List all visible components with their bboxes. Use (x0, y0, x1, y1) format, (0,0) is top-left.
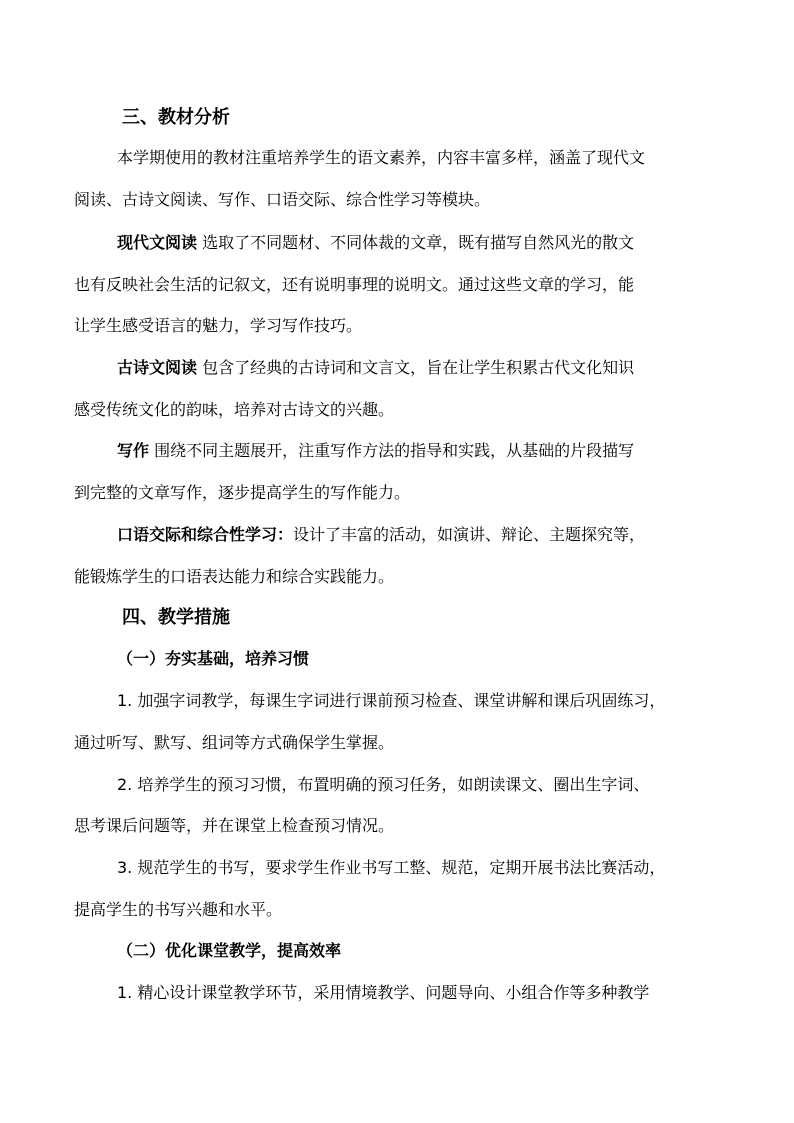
intro-line-2: 阅读、古诗文阅读、写作、口语交际、综合性学习等模块。 (74, 190, 491, 209)
subsection-1-heading: （一）夯实基础，培养习惯 (117, 649, 310, 668)
modern-reading-line-2: 也有反映社会生活的记叙文，还有说明事理的说明文。通过这些文章的学习，能 (74, 275, 635, 294)
modern-reading-line-3: 让学生感受语言的魅力，学习写作技巧。 (74, 316, 363, 335)
modern-reading-label: 现代文阅读 (117, 233, 198, 252)
oral-line-1 (117, 524, 645, 546)
sub1-item2-line-2: 思考课后问题等，并在课堂上检查预习情况。 (74, 816, 395, 835)
sub2-item1-line-1: 1. 精心设计课堂教学环节，采用情境教学、问题导向、小组合作等多种教学 (117, 983, 650, 1002)
intro-line-1: 本学期使用的教材注重培养学生的语文素养，内容丰富多样，涵盖了现代文 (117, 148, 646, 167)
writing-label: 写作 (117, 441, 150, 460)
classical-reading-text-1: 包含了经典的古诗词和文言文，旨在让学生积累古代文化知识 (202, 358, 635, 377)
writing-text-1: 围绕不同主题展开，注重写作方法的指导和实践，从基础的片段描写 (154, 441, 635, 460)
sub1-item3-line-1: 3. 规范学生的书写，要求学生作业书写工整、规范，定期开展书法比赛活动， (117, 858, 666, 877)
modern-reading-line-1 (117, 232, 634, 254)
oral-label: 口语交际和综合性学习： (117, 525, 294, 544)
subsection-2-heading: （二）优化课堂教学，提高效率 (117, 941, 342, 960)
sub1-item2-line-1: 2. 培养学生的预习习惯，布置明确的预习任务，如朗读课文、圈出生字词、 (117, 775, 650, 794)
classical-reading-line-1 (117, 357, 634, 379)
sub1-item3-line-2: 提高学生的书写兴趣和水平。 (74, 900, 283, 919)
oral-text-1: 设计了丰富的活动，如演讲、辩论、主题探究等， (293, 525, 646, 544)
sub1-item1-line-1: 1. 加强字词教学，每课生字词进行课前预习检查、课堂讲解和课后巩固练习， (117, 691, 666, 710)
section-4-heading: 四、教学措施 (122, 607, 230, 628)
sub1-item1-line-2: 通过听写、默写、组词等方式确保学生掌握。 (74, 733, 395, 752)
writing-line-2: 到完整的文章写作，逐步提高学生的写作能力。 (74, 483, 411, 502)
section-3-heading: 三、教材分析 (122, 107, 230, 128)
classical-reading-line-2: 感受传统文化的韵味，培养对古诗文的兴趣。 (74, 400, 395, 419)
oral-line-2: 能锻炼学生的口语表达能力和综合实践能力。 (74, 567, 395, 586)
classical-reading-label: 古诗文阅读 (117, 358, 198, 377)
writing-line-1 (117, 440, 634, 462)
modern-reading-text-1: 选取了不同题材、不同体裁的文章，既有描写自然风光的散文 (202, 233, 635, 252)
